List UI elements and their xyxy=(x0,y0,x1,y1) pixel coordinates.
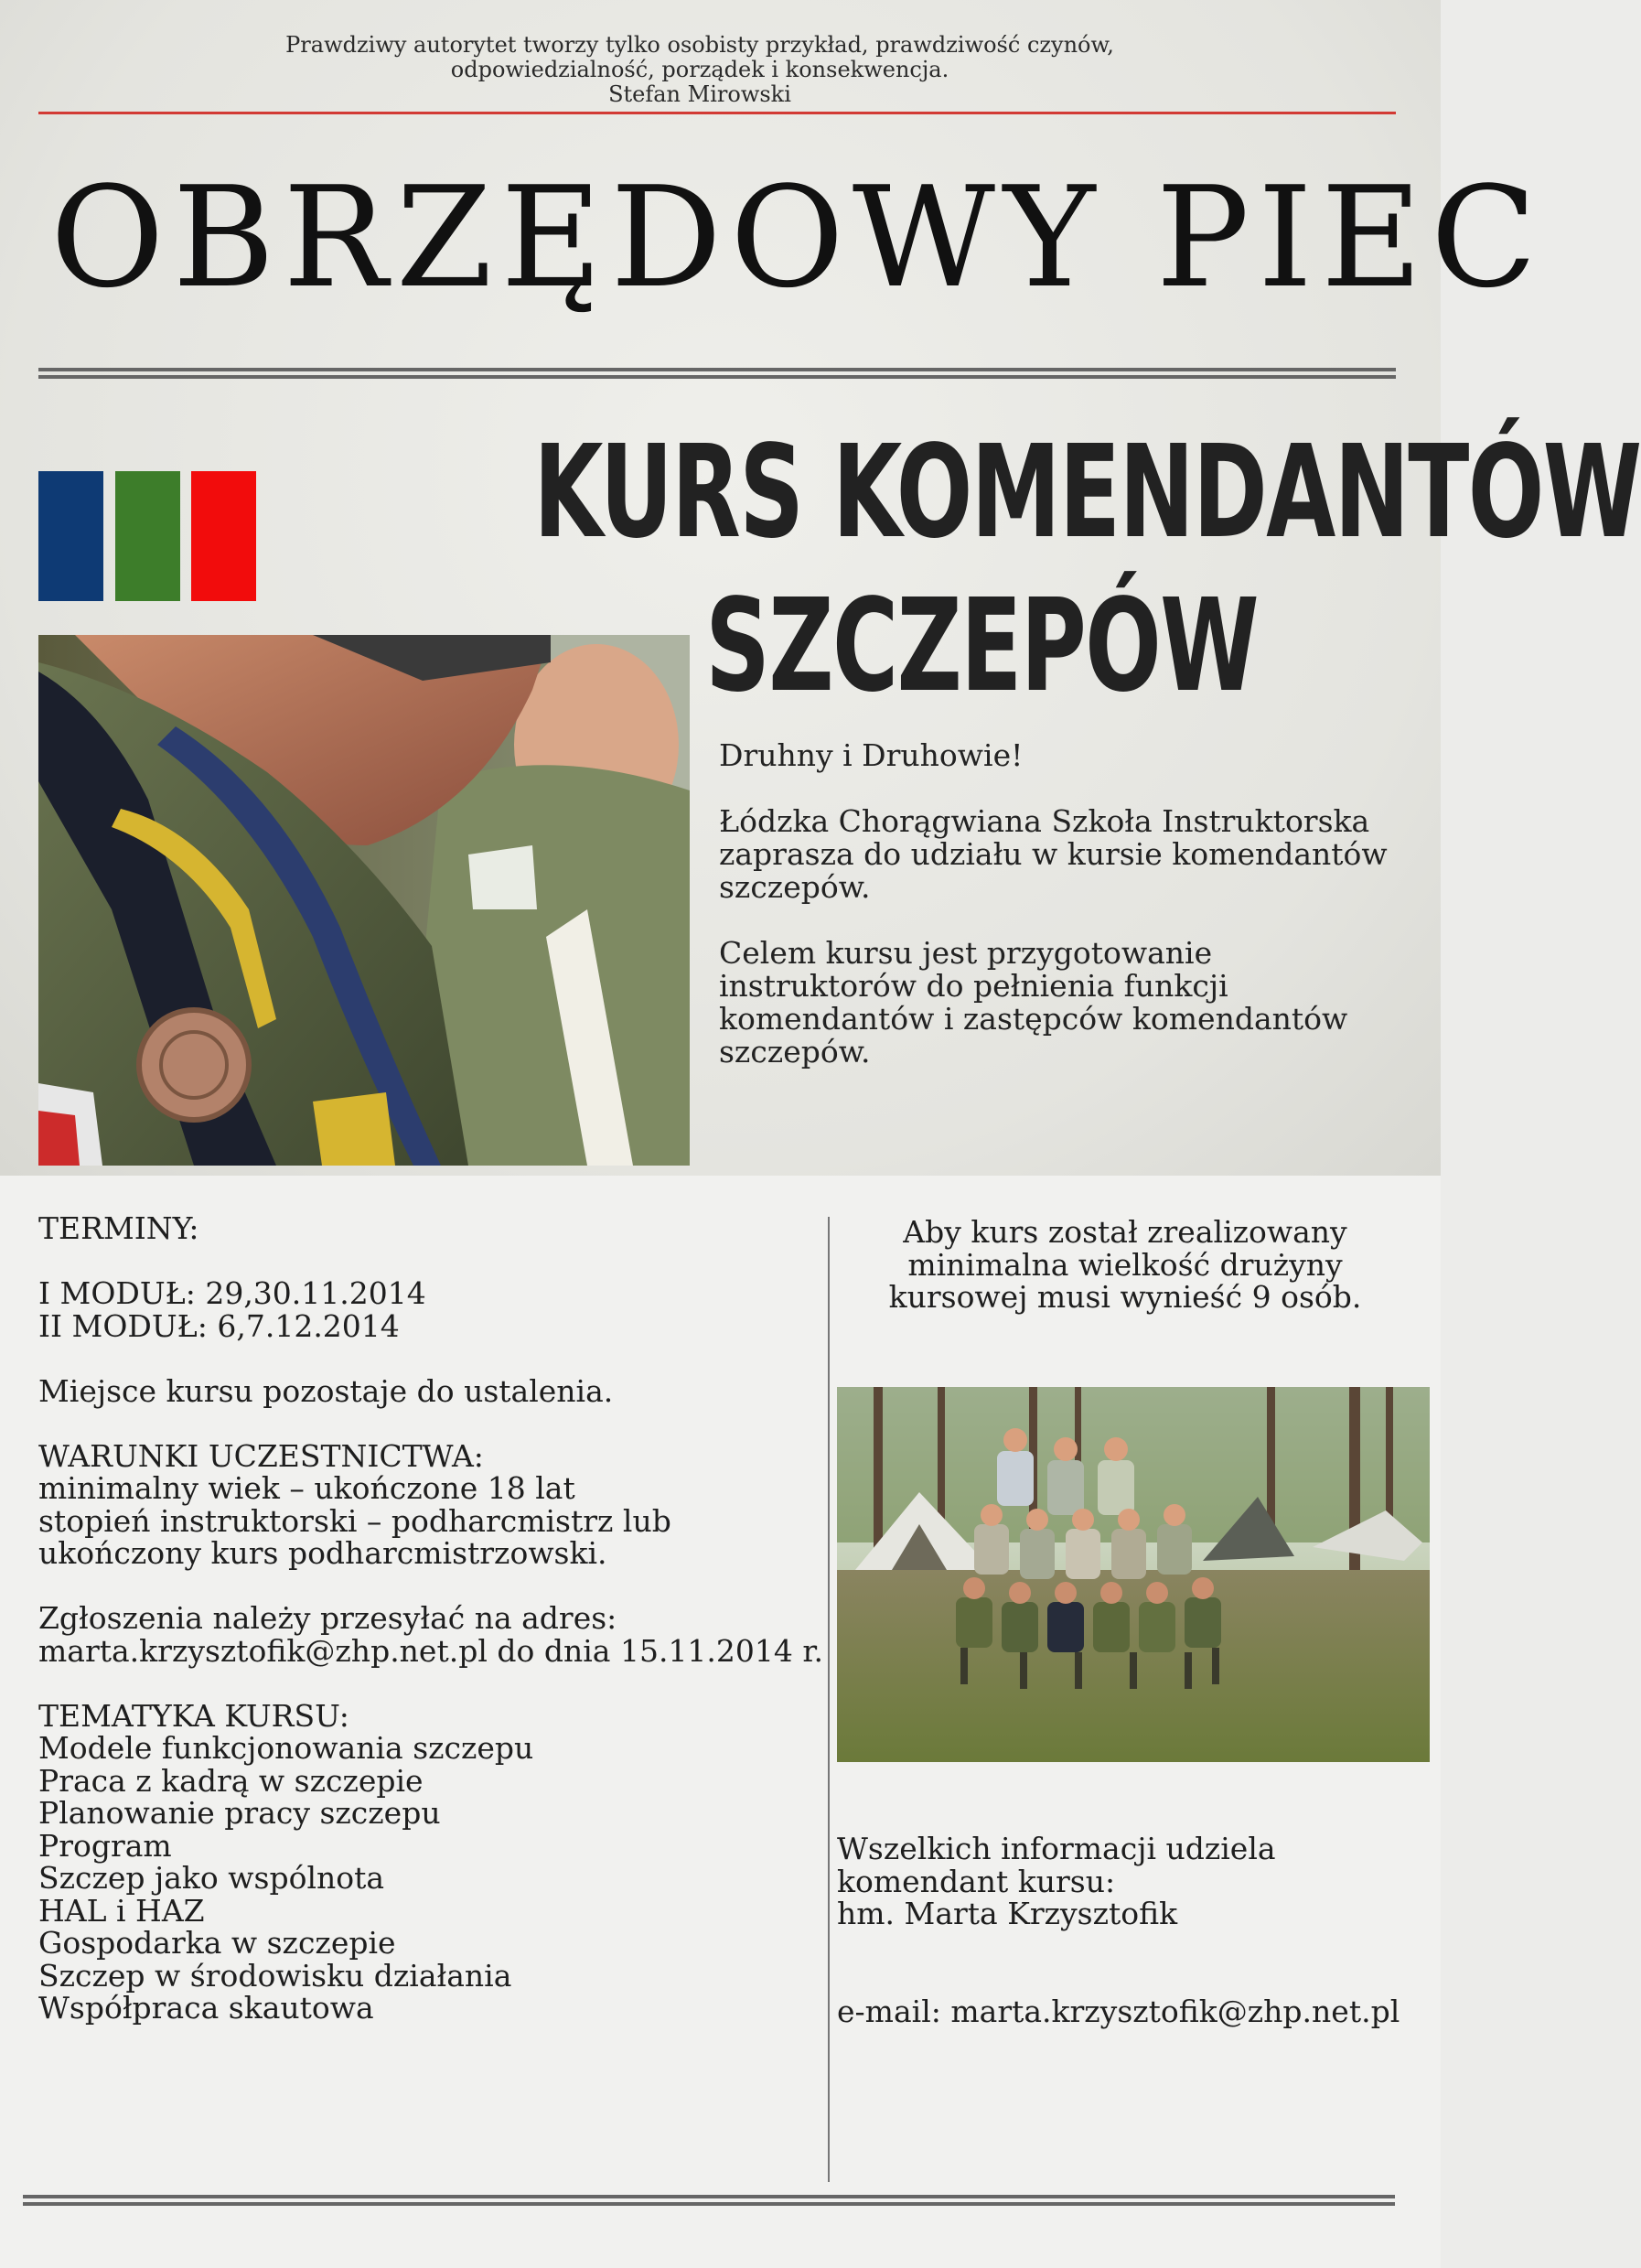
module-2-date: II MODUŁ: 6,7.12.2014 xyxy=(38,1307,400,1344)
contact-line: Wszelkich informacji udziela xyxy=(837,1831,1276,1866)
dates-heading: TERMINY: xyxy=(38,1210,199,1246)
minimum-line: Aby kurs został zrealizowany xyxy=(903,1214,1347,1250)
headline-line-2: SZCZEPÓW xyxy=(705,572,1258,721)
location-note: Miejsce kursu pozostaje do ustalenia. xyxy=(38,1372,614,1409)
conditions-heading: WARUNKI UCZESTNICTWA: xyxy=(38,1437,484,1474)
flag-red-stripe xyxy=(191,471,256,601)
registration-line: Zgłoszenia należy przesyłać na adres: xyxy=(38,1600,617,1636)
invitation-paragraph: Łódzka Chorągwiana Szkoła Instruktorska zaprasza do udziału w kursie komendantów szczepów. xyxy=(719,803,1388,905)
condition-item: minimalny wiek – ukończone 18 lat xyxy=(38,1470,575,1506)
topic-item: Szczep jako wspólnota xyxy=(38,1860,385,1896)
scout-group-pyramid-photo xyxy=(837,1387,1430,1762)
column-divider xyxy=(828,1217,830,2182)
minimum-line: minimalna wielkość drużyny xyxy=(907,1246,1343,1283)
minimum-line: kursowej musi wynieść 9 osób. xyxy=(888,1279,1362,1315)
goal-paragraph: Celem kursu jest przygotowanie instruktorów do pełnienia funkcji komendantów i zastępców komendantów szczepów. xyxy=(719,935,1348,1070)
flag-blue-stripe xyxy=(38,471,103,601)
module-1-date: I MODUŁ: 29,30.11.2014 xyxy=(38,1275,426,1311)
quote-line: Prawdziwy autorytet tworzy tylko osobisty przykład, prawdziwość czynów, xyxy=(285,32,1114,58)
course-details-column xyxy=(38,1212,825,2025)
masthead-double-rule xyxy=(38,368,1396,379)
quote-author: Stefan Mirowski xyxy=(608,81,791,107)
quote-line: odpowiedzialność, porządek i konsekwencja. xyxy=(450,57,949,82)
topic-item: Planowanie pracy szczepu xyxy=(38,1795,441,1831)
minimum-participants-note xyxy=(855,1216,1395,1314)
topic-item: Gospodarka w szczepie xyxy=(38,1925,396,1961)
red-divider xyxy=(38,112,1396,114)
topic-item: Modele funkcjonowania szczepu xyxy=(38,1730,534,1766)
contact-info xyxy=(837,1833,1422,2027)
contact-email[interactable]: e-mail: marta.krzysztofik@zhp.net.pl xyxy=(837,1993,1400,2029)
motto-quote xyxy=(220,33,1180,107)
greeting: Druhny i Druhowie! xyxy=(719,737,1024,773)
intro-text xyxy=(719,739,1396,1102)
condition-item: ukończony kurs podharcmistrzowski. xyxy=(38,1535,607,1571)
topic-item: Program xyxy=(38,1827,172,1864)
registration-email-deadline: marta.krzysztofik@zhp.net.pl do dnia 15.11.2014 r. xyxy=(38,1632,824,1669)
topic-item: Szczep w środowisku działania xyxy=(38,1957,512,1994)
contact-person: hm. Marta Krzysztofik xyxy=(837,1896,1178,1931)
flag-green-stripe xyxy=(115,471,180,601)
contact-line: komendant kursu: xyxy=(837,1863,1116,1899)
topics-heading: TEMATYKA KURSU: xyxy=(38,1697,349,1734)
headline-line-1: KURS KOMENDANTÓW xyxy=(533,418,1641,567)
condition-item: stopień instruktorski – podharcmistrz lub xyxy=(38,1502,671,1539)
newspaper-masthead: OBRZĘDOWY PIEC xyxy=(50,156,1546,318)
topic-item: Współpraca skautowa xyxy=(38,1990,374,2026)
scouts-closeup-photo xyxy=(38,635,690,1166)
footer-double-rule xyxy=(23,2195,1395,2206)
topic-item: HAL i HAZ xyxy=(38,1892,205,1929)
topic-item: Praca z kadrą w szczepie xyxy=(38,1762,424,1799)
